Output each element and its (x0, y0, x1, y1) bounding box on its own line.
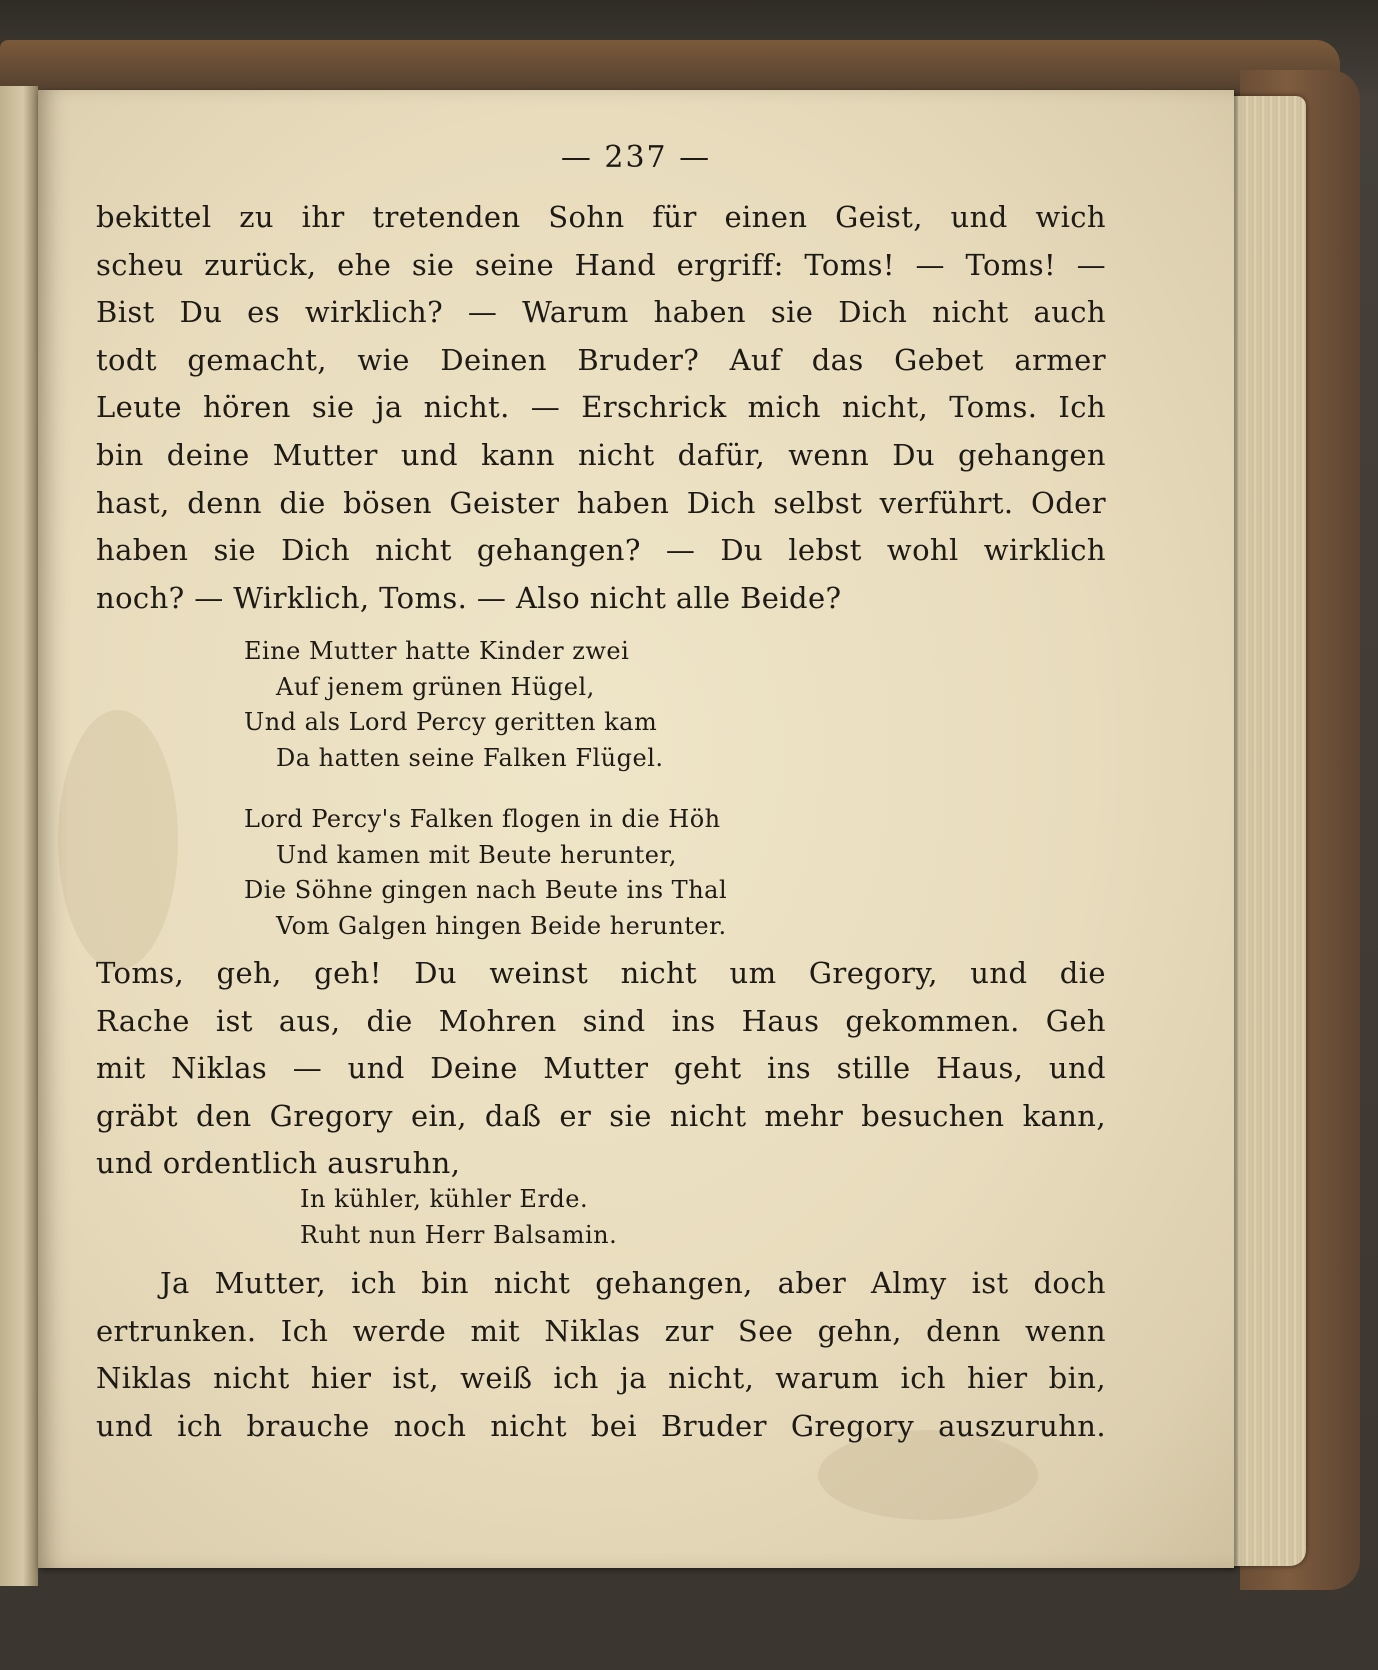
text-line: Rache ist aus, die Mohren sind ins Haus gekommen. Geh (96, 1003, 1106, 1038)
text-line: Leute hören sie ja nicht. — Erschrick mich nicht, Toms. Ich (96, 390, 1106, 425)
text-line: noch? — Wirklich, Toms. — Also nicht alle Beide? (96, 580, 842, 615)
verse-2 (244, 802, 727, 944)
text-line: Niklas nicht hier ist, weiß ich ja nicht, warum ich hier bin, (96, 1361, 1106, 1396)
paragraph-1 (96, 194, 1106, 622)
verse-line: Lord Percy's Falken flogen in die Höh (244, 805, 721, 833)
verse-3 (300, 1182, 617, 1253)
text-line: und ich brauche noch nicht bei Bruder Gregory auszuruhn. (96, 1408, 1106, 1443)
text-line: bin deine Mutter und kann nicht dafür, wenn Du gehangen (96, 437, 1106, 472)
text-line: gräbt den Gregory ein, daß er sie nicht mehr besuchen kann, (96, 1098, 1106, 1133)
left-page-edge (0, 86, 38, 1586)
text-line: hast, denn die bösen Geister haben Dich selbst verführt. Oder (96, 485, 1106, 520)
text-line: ertrunken. Ich werde mit Niklas zur See gehn, denn wenn (96, 1313, 1106, 1348)
verse-line: In kühler, kühler Erde. (300, 1185, 589, 1213)
text-line: und ordentlich ausruhn, (96, 1146, 461, 1181)
page-number: — 237 — (560, 140, 712, 175)
verse-line: Vom Galgen hingen Beide herunter. (276, 911, 727, 940)
verse-line: Da hatten seine Falken Flügel. (276, 743, 664, 772)
paragraph-3 (96, 1260, 1106, 1450)
verse-line: Auf jenem grünen Hügel, (276, 672, 595, 701)
verse-line: Ruht nun Herr Balsamin. (300, 1220, 618, 1249)
verse-line: Die Söhne gingen nach Beute ins Thal (244, 876, 728, 904)
text-line: Toms, geh, geh! Du weinst nicht um Gregory, und die (96, 956, 1106, 990)
text-line: todt gemacht, wie Deinen Bruder? Auf das Gebet armer (96, 342, 1106, 377)
verse-line: Und als Lord Percy geritten kam (244, 708, 658, 736)
book-page (38, 90, 1234, 1568)
text-line: bekittel zu ihr tretenden Sohn für einen Geist, und wich (96, 200, 1106, 234)
text-line: Bist Du es wirklich? — Warum haben sie Dich nicht auch (96, 295, 1106, 330)
text-line: haben sie Dich nicht gehangen? — Du lebst wohl wirklich (96, 533, 1106, 568)
text-line: mit Niklas — und Deine Mutter geht ins stille Haus, und (96, 1051, 1106, 1086)
verse-1 (244, 634, 664, 776)
page-stack-edge (1226, 96, 1306, 1566)
text-line: scheu zurück, ehe sie seine Hand ergriff: Toms! — Toms! — (96, 247, 1106, 282)
text-line: Ja Mutter, ich bin nicht gehangen, aber Almy ist doch (160, 1266, 1106, 1300)
verse-line: Eine Mutter hatte Kinder zwei (244, 637, 630, 665)
paragraph-2 (96, 950, 1106, 1188)
verse-line: Und kamen mit Beute herunter, (276, 840, 677, 869)
paper-stain (58, 710, 178, 970)
